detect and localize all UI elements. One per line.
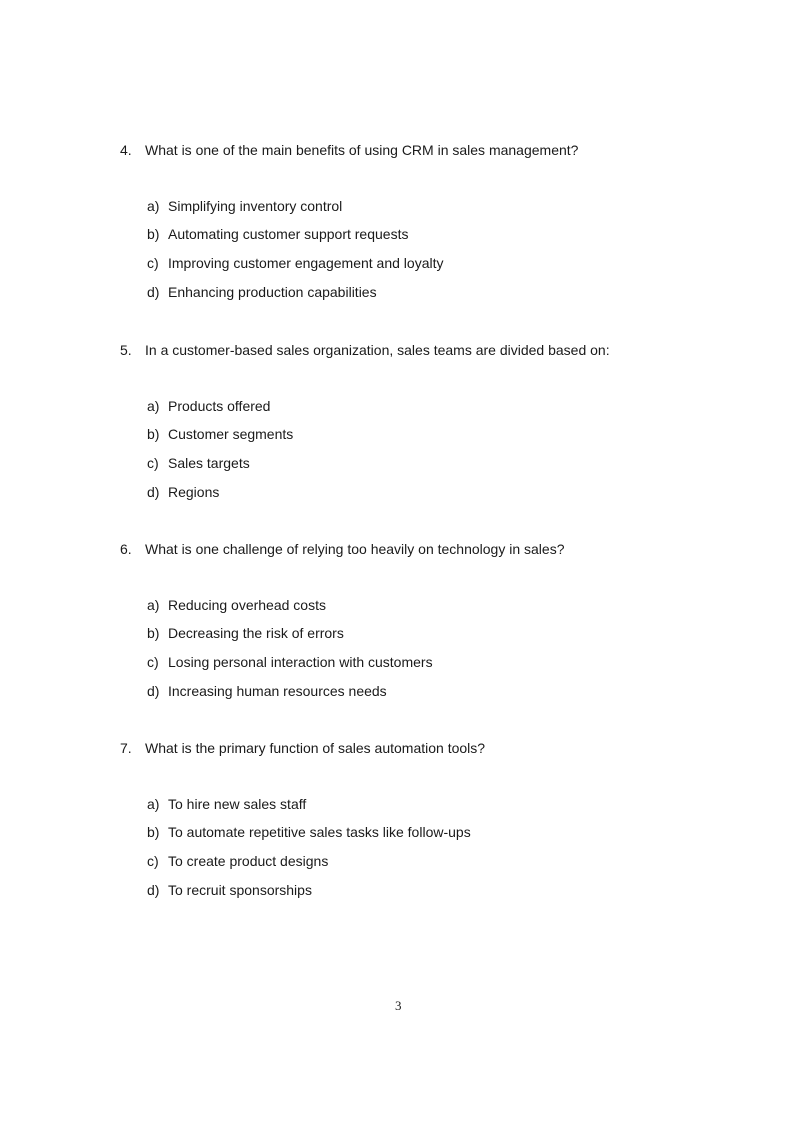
answer-option [147,654,433,670]
question-text: In a customer-based sales organization, sales teams are divided based on: [145,342,610,358]
option-text: To recruit sponsorships [168,882,312,898]
question-text: What is one challenge of relying too heavily on technology in sales? [145,541,565,557]
question-number: 7. [120,740,132,756]
option-letter: a) [147,597,160,613]
question-number: 4. [120,142,132,158]
answer-option [147,853,328,869]
option-text: To create product designs [168,853,329,869]
option-letter: c) [147,255,159,271]
option-text: Losing personal interaction with customers [168,654,433,670]
answer-option [147,455,250,471]
answer-option [147,284,377,300]
answer-option [147,198,342,214]
option-text: Increasing human resources needs [168,683,387,699]
question [120,142,578,158]
option-letter: a) [147,398,160,414]
option-text: Sales targets [168,455,250,471]
option-text: Enhancing production capabilities [168,284,377,300]
answer-option [147,625,344,641]
question-number: 6. [120,541,132,557]
answer-option [147,824,471,840]
page-number: 3 [395,998,402,1013]
question-number: 5. [120,342,132,358]
option-letter: d) [147,484,160,500]
answer-option [147,597,326,613]
option-letter: c) [147,853,159,869]
answer-option [147,255,443,271]
option-text: Decreasing the risk of errors [168,625,344,641]
option-text: Products offered [168,398,271,414]
option-letter: b) [147,226,160,242]
option-text: To hire new sales staff [168,796,307,812]
option-letter: a) [147,796,160,812]
option-text: Reducing overhead costs [168,597,326,613]
answer-option [147,796,306,812]
option-text: Regions [168,484,220,500]
option-letter: d) [147,683,160,699]
answer-option [147,398,270,414]
option-text: Customer segments [168,426,294,442]
option-text: Improving customer engagement and loyalty [168,255,444,271]
option-text: Automating customer support requests [168,226,409,242]
option-letter: b) [147,426,160,442]
option-letter: b) [147,625,160,641]
answer-option [147,683,387,699]
option-letter: c) [147,455,159,471]
option-letter: d) [147,882,160,898]
option-text: To automate repetitive sales tasks like follow-ups [168,824,471,840]
question [120,541,564,557]
answer-option [147,226,408,242]
question [120,342,610,358]
option-letter: d) [147,284,160,300]
question-text: What is one of the main benefits of using CRM in sales management? [145,142,579,158]
question [120,740,485,756]
option-letter: a) [147,198,160,214]
answer-option [147,882,312,898]
answer-option [147,426,293,442]
option-letter: c) [147,654,159,670]
question-text: What is the primary function of sales automation tools? [145,740,486,756]
option-text: Simplifying inventory control [168,198,343,214]
option-letter: b) [147,824,160,840]
answer-option [147,484,219,500]
